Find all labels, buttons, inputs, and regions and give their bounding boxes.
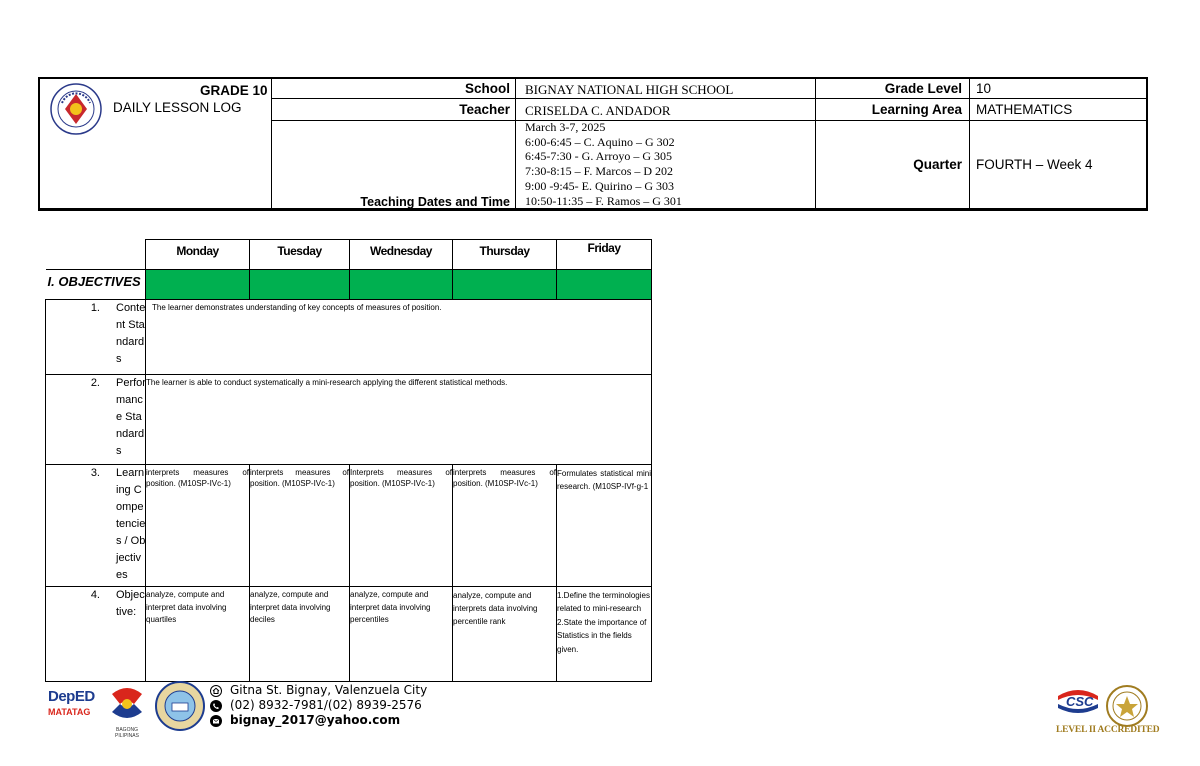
competency-cell: interprets measures of position. (M10SP-IVc-1)	[453, 465, 557, 587]
home-icon	[210, 684, 222, 696]
competencies-row	[46, 465, 652, 587]
bagong-pilipinas-logo	[104, 684, 150, 739]
csc-logo	[1056, 686, 1100, 724]
teaching-dates-list	[525, 120, 682, 208]
teacher-label: Teacher	[459, 102, 510, 117]
dates-line: 10:50-11:35 – F. Ramos – G 301	[525, 193, 682, 208]
content-standards-text: The learner demonstrates understanding of key concepts of measures of position.	[146, 300, 652, 375]
competency-cell: interprets measures of position. (M10SP-IVc-1)	[146, 465, 250, 587]
performance-standards-row	[46, 375, 652, 465]
dates-line: 9:00 -9:45- E. Quirino – G 303	[525, 178, 674, 193]
competency-cell: Interprets measures of position. (M10SP-IVc-1)	[350, 465, 453, 587]
lesson-table	[45, 239, 652, 682]
dates-line: 6:45-7:30 - G. Arroyo – G 305	[525, 149, 672, 164]
objectives-row	[46, 270, 652, 300]
accreditation-seal	[1104, 684, 1150, 728]
performance-standards-label: 2. Performance Standards	[46, 375, 146, 465]
grade-level-label: Grade Level	[884, 81, 962, 96]
competencies-label: 3. Learning Competencies / Objectives	[46, 465, 146, 587]
row-label-text: Objective:	[116, 589, 145, 618]
quarter-value: FOURTH – Week 4	[976, 157, 1093, 172]
learning-area-label: Learning Area	[871, 102, 962, 117]
objective-label: 4. Objective:	[46, 587, 146, 682]
deped-seal-logo	[50, 83, 102, 135]
days-row	[46, 240, 652, 270]
objective-row	[46, 587, 652, 682]
learning-area-value: MATHEMATICS	[976, 102, 1073, 117]
school-seal-logo	[155, 681, 205, 731]
school-phone: (02) 8932-7981/(02) 8939-2576	[230, 698, 422, 712]
day-thursday: Thursday	[453, 240, 557, 270]
competency-cell: interprets measures of position. (M10SP-IVc-1)	[250, 465, 350, 587]
objective-cell: analyze, compute and interpret data involving percentiles	[350, 587, 453, 682]
row-label-text: Learning Competencies / Objectives	[116, 467, 146, 581]
school-label: School	[464, 81, 510, 96]
dates-line: 6:00-6:45 – C. Aquino – G 302	[525, 134, 675, 149]
dates-line: March 3-7, 2025	[525, 120, 606, 134]
quarter-label: Quarter	[913, 157, 962, 172]
school-value: BIGNAY NATIONAL HIGH SCHOOL	[525, 82, 734, 97]
day-wednesday: Wednesday	[350, 240, 453, 270]
teacher-value: CRISELDA C. ANDADOR	[525, 103, 671, 118]
school-email: bignay_2017@yahoo.com	[230, 713, 401, 727]
objective-cell: 1.Define the terminologies related to mini-research 2.State the importance of Statistics in the fields given.	[557, 587, 652, 682]
dates-line: 7:30-8:15 – F. Marcos – D 202	[525, 164, 674, 179]
school-address: Gitna St. Bignay, Valenzuela City	[230, 683, 428, 697]
competency-cell: Formulates statistical mini research. (M10SP-IVf-g-1	[557, 465, 652, 587]
content-standards-label: 1. Content Standards	[46, 300, 146, 375]
content-standards-row	[46, 300, 652, 375]
csc-logo-text: CSC	[1066, 694, 1094, 709]
bagong-pilipinas-text: BAGONG PILIPINAS	[115, 727, 139, 739]
row-label-text: Content Standards	[116, 302, 146, 365]
objective-cell: analyze, compute and interpret data involving quartiles	[146, 587, 250, 682]
objectives-heading: I. OBJECTIVES	[46, 270, 146, 300]
grade-level-value: 10	[976, 81, 992, 96]
deped-logo-text: DepED	[48, 688, 95, 705]
matatag-logo-text: MATATAG	[48, 707, 91, 717]
performance-standards-text: The learner is able to conduct systematically a mini-research applying the different statistical methods.	[146, 375, 652, 465]
dates-label: Teaching Dates and Time	[360, 195, 510, 209]
objective-cell: analyze, compute and interprets data involving percentile rank	[453, 587, 557, 682]
day-friday: Friday	[557, 240, 652, 270]
row-label-text: Performance Standards	[116, 377, 146, 457]
day-tuesday: Tuesday	[250, 240, 350, 270]
level-accredited-text: LEVEL II ACCREDITED	[1056, 725, 1160, 735]
deped-logo	[48, 688, 98, 730]
day-monday: Monday	[146, 240, 250, 270]
email-icon	[210, 714, 222, 726]
title-dll: DAILY LESSON LOG	[113, 100, 242, 115]
objective-cell: analyze, compute and interpret data involving deciles	[250, 587, 350, 682]
phone-icon	[210, 699, 222, 711]
title-grade: GRADE 10	[200, 83, 268, 98]
